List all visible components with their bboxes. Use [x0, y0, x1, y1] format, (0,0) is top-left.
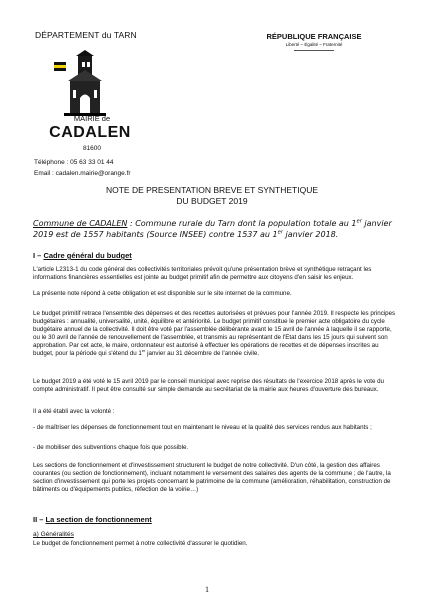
telephone-line: Téléphone : 05 63 33 01 44	[34, 159, 114, 166]
intro-sup-1: er	[356, 218, 362, 225]
republique-block	[258, 32, 370, 51]
intro-commune: Commune de CADALEN	[33, 219, 128, 228]
paragraph-2-text-a: Le budget primitif retrace l'ensemble des dépenses et des recettes autorisées et prévues pour l'année 2019. Il respecte les principes budgétaires : annualité, universalité, unité, équilibre et antériorité. Le budget primitif constitue le premier acte obligatoire du cycle budgétaire annuel de la collectivité. Il doit être voté par l'assemblée délibérante avant le 15 avril de l'année à laquelle il se rapporte, ou le 30 avril de l'année de renouvellement de l'assemblée, et transmis au représentant de l'Etat dans les 15 jours qui suivent son approbation. Par cet acte, le maire, ordonnateur est autorisé à effectuer les opérations de recettes et de dépenses inscrites au budget, pour la période qui s'étend du 1	[33, 310, 396, 358]
paragraph-2-sup: er	[141, 348, 146, 354]
paragraph-8: Le budget de fonctionnement permet à notre collectivité d'assurer le quotidien.	[33, 540, 248, 547]
paragraph-2-text-b: janvier au 31 décembre de l'année civile.	[145, 350, 260, 358]
mairie-label: MAIRIE de	[73, 114, 111, 123]
title-line-1: NOTE DE PRESENTATION BREVE ET SYNTHETIQUE	[105, 185, 319, 195]
header-rule	[294, 50, 334, 51]
paragraph-5: - de maîtriser les dépenses de fonctionnement tout en maintenant le niveau et la qualité des services rendus aux habitants ;	[33, 424, 372, 431]
document-title	[60, 185, 364, 207]
paragraph-1: L'article L2313-1 du code général des collectivités territoriales prévoit qu'une présentation brève et synthétique retraçant les informations financières essentielles est jointe au budget primitif afin de permettre aux citoyens d'en saisir les enjeux.	[33, 266, 372, 282]
intro-text-a: : Commune rurale du Tarn dont la population totale au 1	[127, 219, 357, 228]
section-1-number: I –	[33, 251, 44, 260]
paragraph-2	[33, 310, 397, 359]
section-1-title: Cadre général du budget	[43, 251, 132, 260]
section-2-heading	[33, 515, 152, 524]
page-number: 1	[205, 585, 209, 594]
zip-code: 81600	[82, 145, 102, 152]
city-name: CADALEN	[49, 124, 131, 141]
title-line-2: DU BUDGET 2019	[176, 196, 248, 206]
email-line: Email : cadalen.mairie@orange.fr	[34, 170, 131, 177]
town-logo	[50, 50, 116, 118]
paragraph-4: Il a été établi avec la volonté :	[33, 408, 115, 415]
department-label: DÉPARTEMENT du TARN	[35, 30, 137, 40]
section-1-heading	[33, 251, 132, 260]
republique-label: RÉPUBLIQUE FRANÇAISE	[266, 32, 362, 41]
subsection-a-heading: a) Généralités	[33, 531, 74, 538]
intro-text-c: janvier 2018.	[282, 230, 339, 239]
paragraph-7: Les sections de fonctionnement et d'investissement structurent le budget de notre collectivité. D'un côté, la gestion des affaires courantes (ou section de fonctionnement), incluant notamment le versement des salaires des agents de la commune ; de l'autre, la section d'investissement qui porte les projets concernant le patrimoine de la commune (amélioration, réhabilitation, construction de bâtiments ou d'équipements publics, réfection de la voirie…)	[33, 462, 391, 494]
intro-sup-2: er	[277, 229, 283, 236]
devise-label: Liberté – Égalité – Fraternité	[285, 42, 343, 47]
paragraph-1b: La présente note répond à cette obligation et est disponible sur le site internet de la commune.	[33, 290, 292, 297]
paragraph-6: - de mobiliser des subventions chaque fois que possible.	[33, 444, 189, 451]
intro-paragraph	[33, 218, 395, 240]
section-2-number: II –	[33, 515, 46, 524]
section-2-title: La section de fonctionnement	[45, 515, 152, 524]
paragraph-3: Le budget 2019 a été voté le 15 avril 2019 par le conseil municipal avec reprise des résultats de l'exercice 2018 après le vote du compte administratif. Il peut être consulté sur simple demande au secrétariat de la mairie aux heures d'ouverture des bureaux.	[33, 378, 384, 394]
intro-text-b: janvier 2019 est de 1557 habitants (Source INSEE) contre 1537 au 1	[33, 219, 392, 239]
